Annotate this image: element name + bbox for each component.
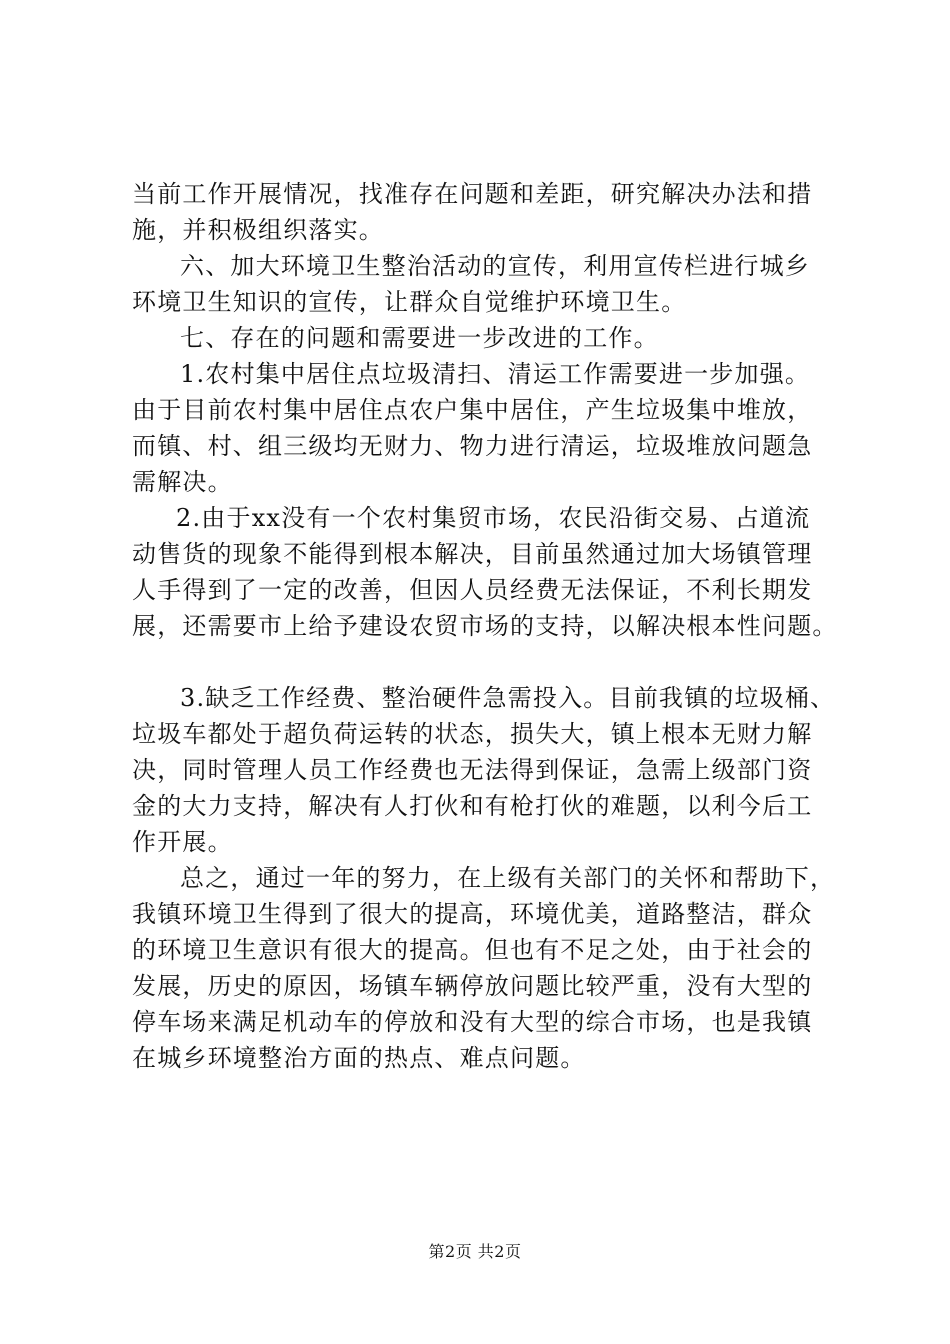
text-line: 由于目前农村集中居住点农户集中居住，产生垃圾集中堆放， xyxy=(132,396,813,424)
text-line: 在城乡环境整治方面的热点、难点问题。 xyxy=(132,1044,586,1072)
text-line: 1.农村集中居住点垃圾清扫、清运工作需要进一步加强。 xyxy=(180,360,811,388)
text-line: 的环境卫生意识有很大的提高。但也有不足之处，由于社会的 xyxy=(132,936,813,964)
text-line: 动售货的现象不能得到根本解决，目前虽然通过加大场镇管理 xyxy=(132,540,813,568)
text-line: 作开展。 xyxy=(132,828,233,856)
text-line: 垃圾车都处于超负荷运转的状态，损失大，镇上根本无财力解 xyxy=(132,720,813,748)
text-line: 3.缺乏工作经费、整治硬件急需投入。目前我镇的垃圾桶、 xyxy=(180,684,836,712)
text-line: 六、加大环境卫生整治活动的宣传，利用宣传栏进行城乡 xyxy=(180,252,810,280)
text-line: 总之，通过一年的努力，在上级有关部门的关怀和帮助下， xyxy=(180,864,836,892)
text-line: 而镇、村、组三级均无财力、物力进行清运，垃圾堆放问题急 xyxy=(132,432,813,460)
document-body xyxy=(132,176,852,1076)
paragraph-gap xyxy=(132,644,852,680)
text-line: 停车场来满足机动车的停放和没有大型的综合市场，也是我镇 xyxy=(132,1008,813,1036)
text-line: 当前工作开展情况，找准存在问题和差距，研究解决办法和措 xyxy=(132,180,813,208)
text-line: 环境卫生知识的宣传，让群众自觉维护环境卫生。 xyxy=(132,288,687,316)
text-line: 需解决。 xyxy=(132,468,233,496)
text-line: 2.由于xx没有一个农村集贸市场，农民沿街交易、占道流 xyxy=(176,504,811,532)
text-line: 决，同时管理人员工作经费也无法得到保证，急需上级部门资 xyxy=(132,756,813,784)
text-line: 七、存在的问题和需要进一步改进的工作。 xyxy=(180,324,659,352)
text-line: 发展，历史的原因，场镇车辆停放问题比较严重，没有大型的 xyxy=(132,972,813,1000)
text-line: 金的大力支持，解决有人打伙和有枪打伙的难题，以利今后工 xyxy=(132,792,813,820)
text-line: 我镇环境卫生得到了很大的提高，环境优美，道路整洁，群众 xyxy=(132,900,813,928)
text-line: 人手得到了一定的改善，但因人员经费无法保证，不利长期发 xyxy=(132,576,813,604)
text-line: 展，还需要市上给予建设农贸市场的支持，以解决根本性问题。 xyxy=(132,612,838,640)
page-number-footer: 第2页 共2页 xyxy=(428,1242,522,1261)
text-line: 施，并积极组织落实。 xyxy=(132,216,384,244)
